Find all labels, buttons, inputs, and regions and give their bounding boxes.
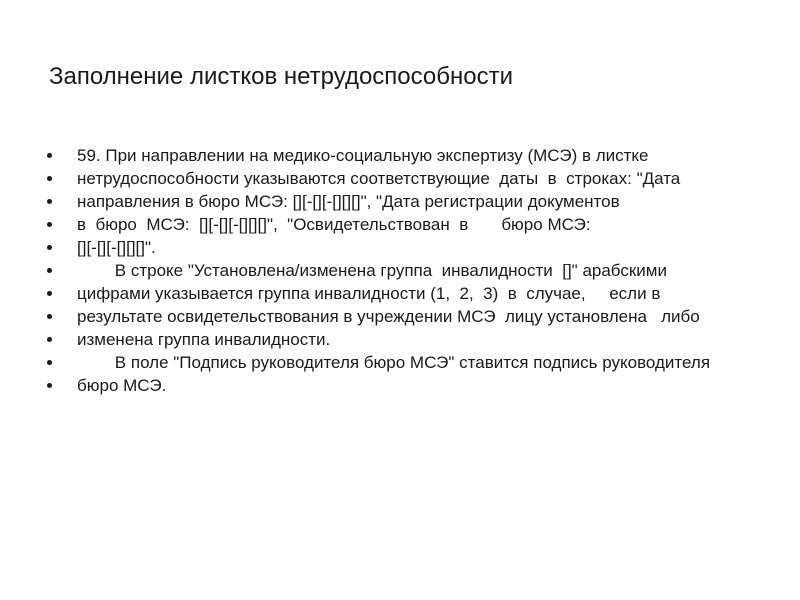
bullet-dot-icon — [47, 314, 52, 319]
bullet-item — [47, 307, 757, 326]
bullet-item — [47, 169, 757, 188]
bullet-dot-icon — [47, 268, 52, 273]
bullet-text: результате освидетельствования в учреждении МСЭ лицу установлена либо — [77, 307, 700, 326]
bullet-text: [][-[][-[][][]". — [77, 238, 156, 257]
bullet-text: нетрудоспособности указываются соответствующие даты в строках: "Дата — [77, 169, 681, 188]
bullet-text: изменена группа инвалидности. — [77, 330, 331, 349]
bullet-item — [47, 238, 757, 257]
bullet-text: в бюро МСЭ: [][-[][-[][][]", "Освидетельствован в бюро МСЭ: — [77, 215, 591, 234]
bullet-list — [47, 146, 757, 399]
bullet-text: цифрами указывается группа инвалидности (1, 2, 3) в случае, если в — [77, 284, 661, 303]
bullet-dot-icon — [47, 153, 52, 158]
bullet-item — [47, 353, 757, 372]
bullet-item — [47, 192, 757, 211]
bullet-text: направления в бюро МСЭ: [][-[][-[][][]", "Дата регистрации документов — [77, 192, 620, 211]
bullet-dot-icon — [47, 337, 52, 342]
bullet-dot-icon — [47, 222, 52, 227]
bullet-text: В поле "Подпись руководителя бюро МСЭ" ставится подпись руководителя — [77, 353, 711, 372]
bullet-text: 59. При направлении на медико-социальную экспертизу (МСЭ) в листке — [77, 146, 649, 165]
bullet-item — [47, 146, 757, 165]
slide-title: Заполнение листков нетрудоспособности — [49, 63, 514, 90]
bullet-dot-icon — [47, 291, 52, 296]
bullet-dot-icon — [47, 199, 52, 204]
bullet-text: бюро МСЭ. — [77, 376, 167, 395]
bullet-item — [47, 284, 757, 303]
bullet-dot-icon — [47, 245, 52, 250]
bullet-text: В строке "Установлена/изменена группа инвалидности []" арабскими — [77, 261, 667, 280]
bullet-dot-icon — [47, 176, 52, 181]
bullet-item — [47, 261, 757, 280]
bullet-item — [47, 376, 757, 395]
bullet-dot-icon — [47, 383, 52, 388]
bullet-dot-icon — [47, 360, 52, 365]
bullet-item — [47, 330, 757, 349]
bullet-item — [47, 215, 757, 234]
